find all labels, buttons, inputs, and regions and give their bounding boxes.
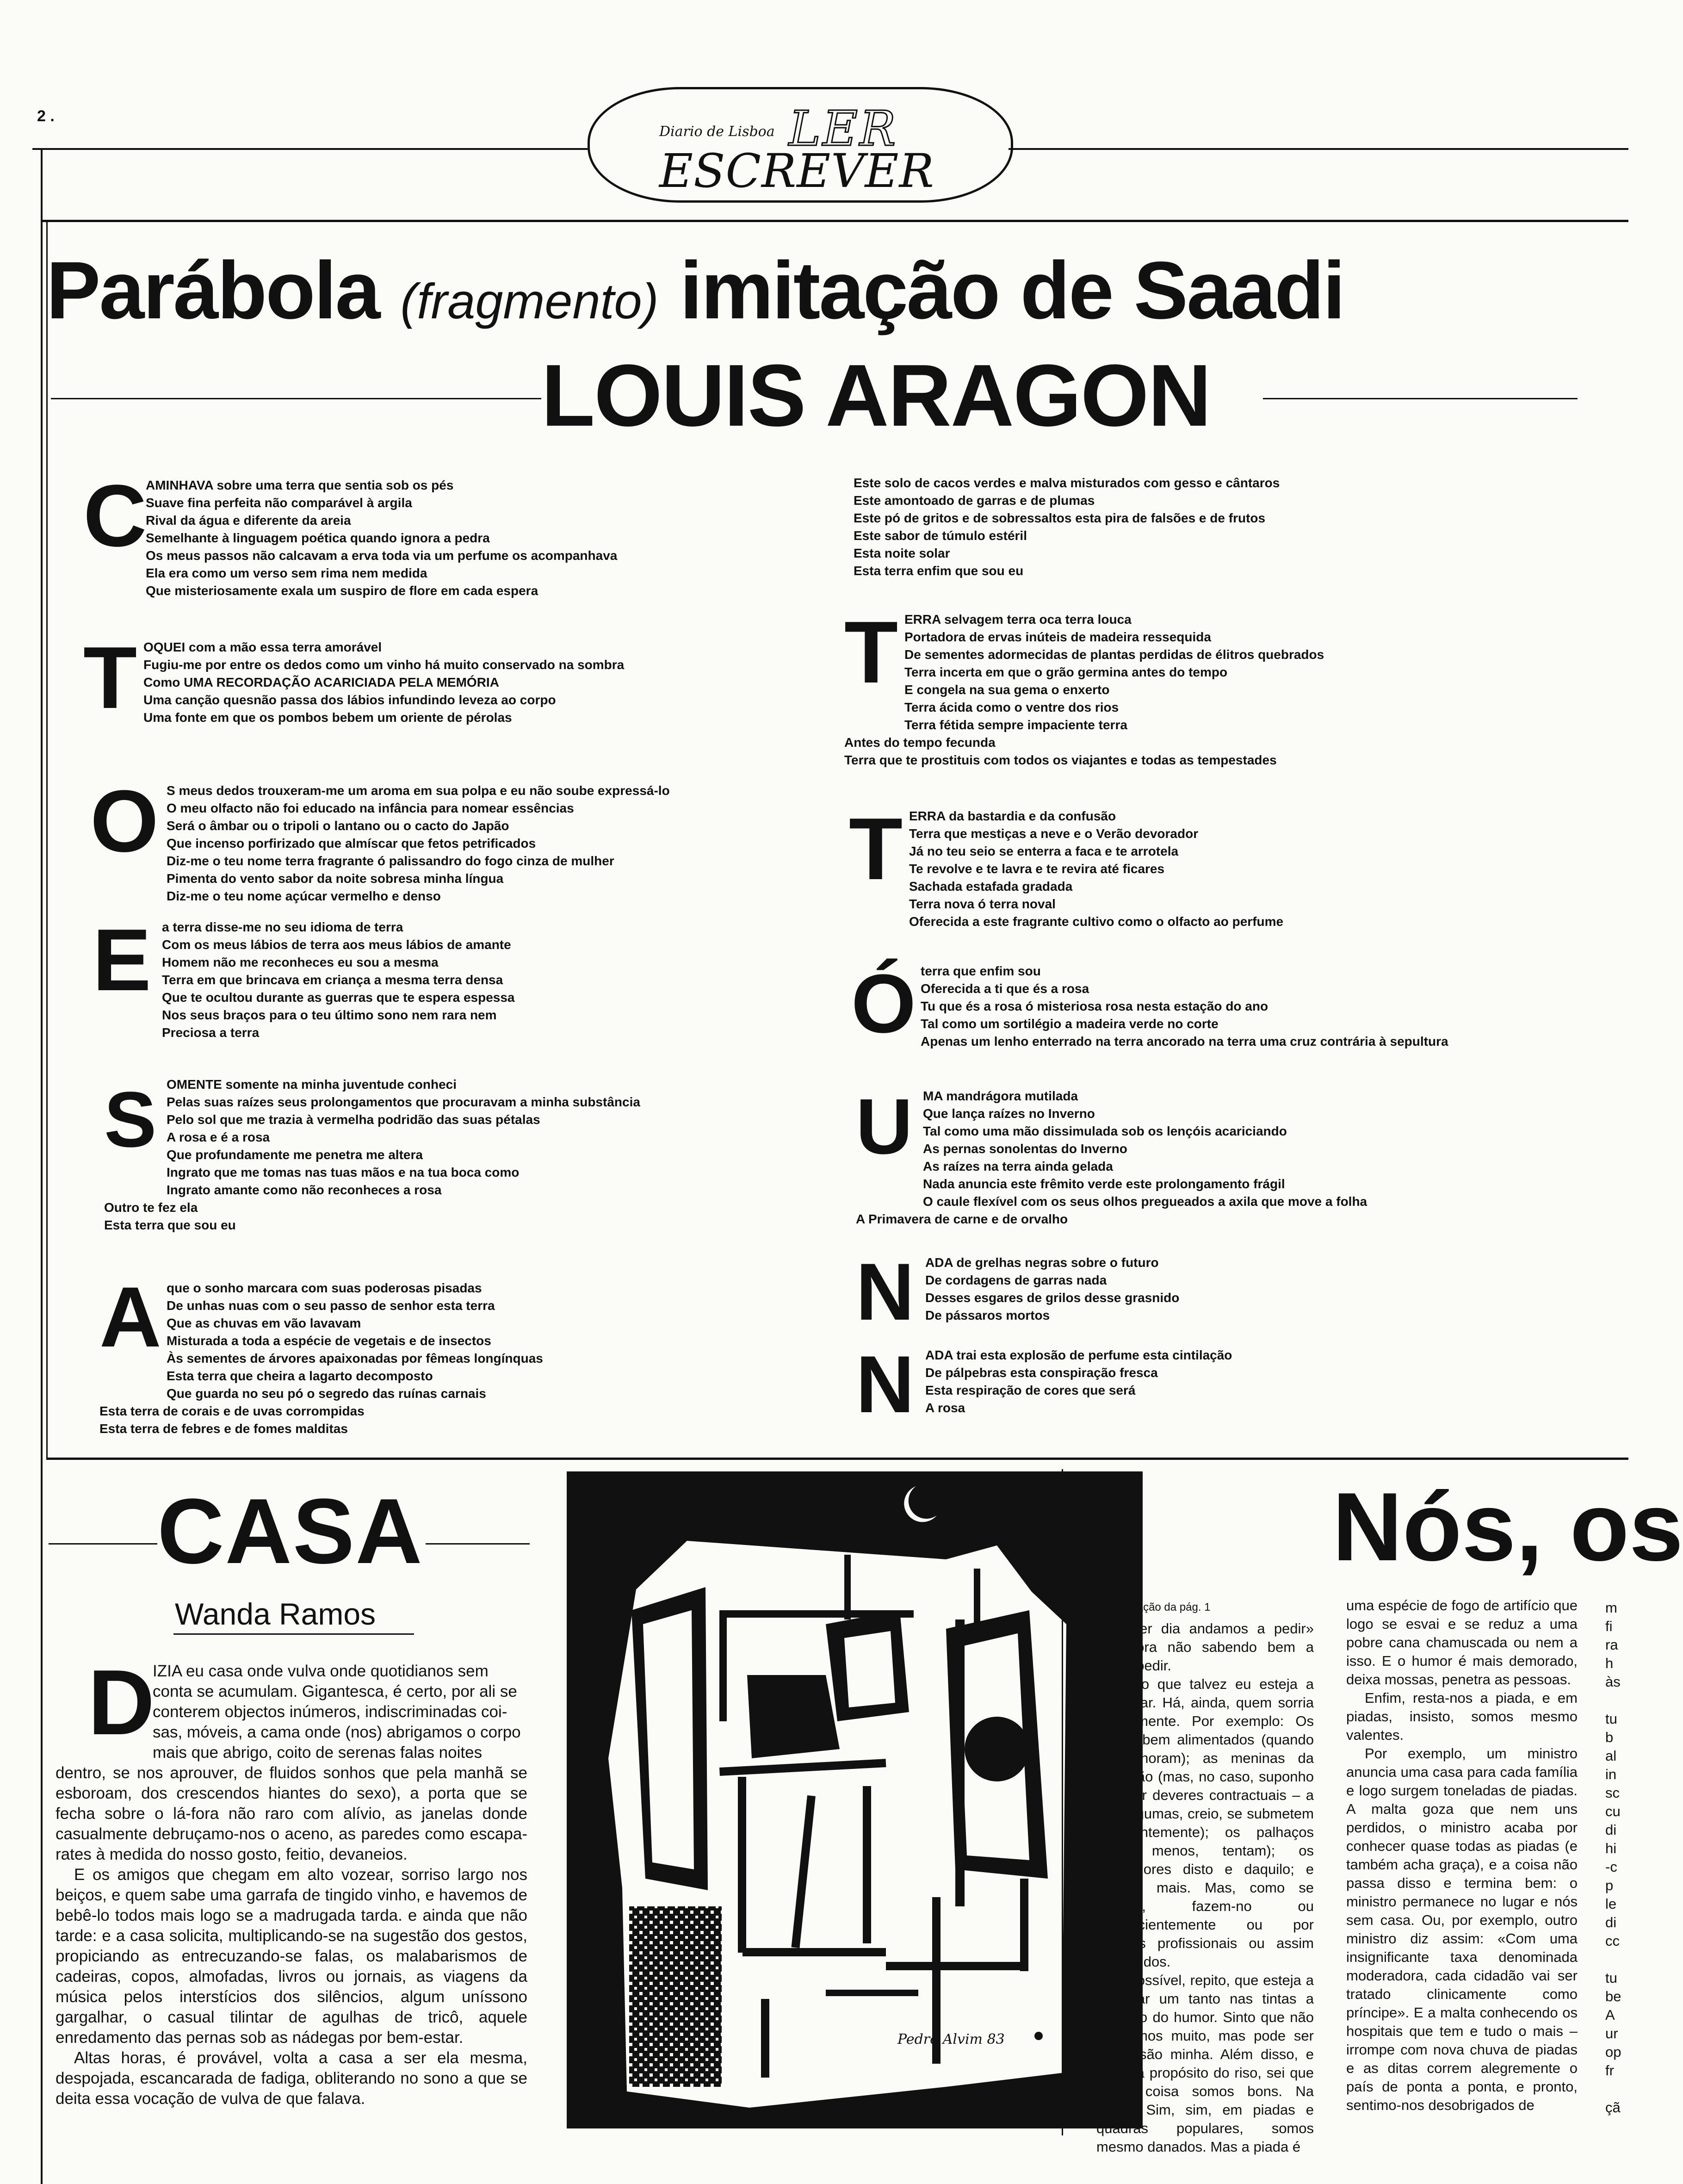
nos-paragraph: Por exemplo, um ministro anuncia uma casa para cada família e logo surgem toneladas de piadas. A malta goza que nem uns perdidos, o ministro acaba por conhecer quase todas as piadas (e também acha graça), e a coisa não passa disso e termina bem: o ministro permanece no lugar e nós sem casa. Ou, por exemplo, outro ministro diz assim: «Com uma insignificante taxa denominada moderadora, cada cidadão vai ser tratado clinicamente como príncipe». E a malta conhecendo os hospitais que tem e tudo o mais – irrompe com nova chuva de piadas e as ditas correm alegremente o país de ponta a ponta, e pronto, sentimo-nos desobrigados de (1346, 1745, 1578, 2113)
edge-fragment: b (1605, 1729, 1614, 1745)
edge-fragment: às (1605, 1674, 1621, 1690)
edge-fragment: tu (1605, 1970, 1617, 1986)
poem-line: Portadora de ervas inúteis de madeira ressequida (904, 630, 1211, 644)
edge-fragment: tu (1605, 1711, 1617, 1727)
casa-line: IZIA eu casa onde vulva onde quotidianos sem (153, 1662, 489, 1680)
stanza-lines (925, 1346, 1232, 1417)
stanza-lines (854, 474, 1280, 580)
poem-inner-left-rule (46, 220, 48, 1460)
poem-line: Terra incerta em que o grão germina antes do tempo (904, 665, 1228, 679)
poem-line: Pelo sol que me trazia à vermelha podridão das suas pétalas (167, 1112, 540, 1127)
poem-line: Com os meus lábios de terra aos meus lábios de amante (162, 937, 511, 952)
poem-line: Este amontoado de garras e de plumas (854, 493, 1095, 508)
continuation-note: Continuação da pág. 1 (1099, 1601, 1211, 1613)
poem-line: Os meus passos não calcavam a erva toda via um perfume os acompanhava (146, 548, 618, 563)
casa-rule-left (49, 1543, 157, 1545)
casa-line: mais que abrigo, coito de serenas falas noites (153, 1743, 483, 1762)
casa-line: sas, móveis, a cama onde (nos) abrigamos o corpo (153, 1723, 521, 1741)
poem-line: MA mandrágora mutilada (923, 1089, 1078, 1103)
casa-rule-right (426, 1543, 530, 1545)
poem-line: Esta terra que sou eu (104, 1218, 236, 1232)
poem-bottom-rule (46, 1458, 1628, 1460)
nos-title: Nós, os (1332, 1472, 1683, 1581)
poem-line: Como UMA RECORDAÇÃO ACARICIADA PELA MEMÓRIA (143, 675, 499, 689)
poem-line: Oferecida a este fragrante cultivo como o olfacto ao perfume (909, 914, 1284, 929)
poem-line: Misturada a toda a espécie de vegetais e de insectos (167, 1334, 491, 1348)
drop-cap: N (856, 1340, 915, 1430)
poem-line: Terra fétida sempre impaciente terra (904, 718, 1127, 732)
poem-line: Terra nova ó terra noval (909, 897, 1056, 911)
woodcut-illustration (567, 1471, 1143, 2128)
poem-line: Pelas suas raízes seus prolongamentos que procuravam a minha substância (167, 1095, 640, 1109)
stanza-lines (143, 639, 624, 726)
edge-fragment: hi (1605, 1840, 1617, 1856)
poem-line: O caule flexível com os seus olhos pregueados a axila que move a folha (923, 1194, 1367, 1209)
edge-fragment: in (1605, 1766, 1617, 1782)
headline-rest: imitação de Saadi (680, 245, 1344, 336)
poem-line: As raízes na terra ainda gelada (923, 1159, 1113, 1173)
stanza-lines (925, 1254, 1179, 1324)
poem-line: De pássaros mortos (925, 1308, 1050, 1322)
nos-paragraph: É possível, repito, que esteja a carregar um tanto nas tintas a respeito do humor. Sinto que não o usamos muito, mas pode ser impressão minha. Além disso, e ainda a propósito do riso, sei que numa coisa somos bons. Na piada. Sim, sim, em piadas e quadras populares, somos mesmo danados. Mas a piada é (1096, 1972, 1314, 2155)
poem-line: Terra em que brincava em criança a mesma terra densa (162, 973, 503, 987)
page-number: 2 . (37, 107, 55, 125)
casa-line: conta se acumulam. Gigantesca, é certo, por ali se (153, 1682, 517, 1700)
casa-body (56, 1763, 527, 2109)
poem-line: Este sabor de túmulo estéril (854, 528, 1027, 543)
poem-line: a terra disse-me no seu idioma de terra (162, 920, 403, 934)
poem-line: Outro te fez ela (104, 1200, 198, 1215)
poem-line: Preciosa a terra (162, 1025, 260, 1040)
poem-line: Às sementes de árvores apaixonadas por fêmeas longínquas (167, 1351, 543, 1365)
edge-fragment: al (1605, 1748, 1617, 1764)
frame-left-rule (41, 148, 43, 2184)
headline-main: Parábola (46, 245, 379, 336)
drop-cap: N (856, 1247, 915, 1337)
poem-line: Terra que mestiças a neve e o Verão devorador (909, 826, 1199, 841)
edge-fragment: be (1605, 1988, 1621, 2004)
stanza-lines (844, 611, 1324, 769)
poem-line: As pernas sonolentas do Inverno (923, 1142, 1127, 1156)
poem-line: Semelhante à linguagem poética quando ignora a pedra (146, 531, 490, 545)
poem-line: Esta terra que cheira a lagarto decomposto (167, 1369, 433, 1383)
poem-line: OQUEI com a mão essa terra amorável (143, 640, 382, 654)
stanza-lines (146, 477, 617, 600)
masthead-ler: LER (789, 100, 898, 157)
edge-fragment: sc (1605, 1785, 1620, 1801)
top-rule (32, 148, 588, 150)
edge-fragment: ra (1605, 1637, 1618, 1653)
nos-paragraph: uma espécie de fogo de artifício que logo se esvai e se reduz a uma pobre cana chamuscada ou nem a isso. E o humor é mais demorado, deixa mossas, penetra as pessoas. (1346, 1597, 1578, 1688)
poem-line: Apenas um lenho enterrado na terra ancorado na terra uma cruz contrária à sepultura (921, 1034, 1448, 1049)
edge-fragment: p (1605, 1877, 1614, 1893)
poem-line: Este pó de gritos e de sobressaltos esta pira de falsões e de frutos (854, 511, 1266, 525)
edge-fragment (1605, 2080, 1628, 2098)
poem-line: Já no teu seio se enterra a faca e te arrotela (909, 844, 1179, 858)
poem-line: De sementes adormecidas de plantas perdidas de élitros quebrados (904, 647, 1324, 662)
poem-line: Ingrato amante como não reconheces a rosa (167, 1183, 442, 1197)
poem-line: Fugiu-me por entre os dedos como um vinho há muito conservado na sombra (143, 658, 625, 672)
drop-cap: T (844, 603, 898, 701)
edge-fragment (1605, 1950, 1628, 1969)
poem-line: Desses esgares de grilos desse grasnido (925, 1291, 1180, 1305)
edge-fragment: -c (1605, 1859, 1617, 1875)
poem-line: Tal como uma mão dissimulada sob os lençóis acariciando (923, 1124, 1287, 1138)
poem-line: S meus dedos trouxeram-me um aroma em sua polpa e eu não soube expressá-lo (167, 783, 670, 798)
edge-fragment: m (1605, 1600, 1617, 1616)
edge-fragment: çã (1605, 2099, 1621, 2116)
poem-line: Pimenta do vento sabor da noite sobresa minha língua (167, 871, 504, 886)
poem-line: ERRA selvagem terra oca terra louca (904, 612, 1132, 627)
nos-column-3-fragment (1605, 1599, 1628, 2117)
poem-line: O meu olfacto não foi educado na infância para nomear essências (167, 801, 574, 815)
stanza-lines (162, 918, 515, 1042)
poem-line: Tal como um sortilégio a madeira verde no corte (921, 1017, 1219, 1031)
edge-fragment: di (1605, 1822, 1617, 1838)
poem-line: Que te ocultou durante as guerras que te espera espessa (162, 990, 515, 1005)
poem-line: Diz-me o teu nome terra fragrante ó palissandro do fogo cinza de mulher (167, 854, 614, 868)
poem-line: E congela na sua gema o enxerto (904, 682, 1110, 697)
casa-paragraph: E os amigos que chegam em alto vozear, sorriso largo nos beiços, e quem sabe uma garrafa de tingido vinho, e havemos de bebê-lo todos mais logo se a madrugada tarda. e ainda que não tarde: e a casa solicita, multiplicando-se na sugestão dos gestos, propiciando as entrecuzando-se falas, os malabarismos de cadeiras, copos, almofadas, livros ou jornais, as viagens da música pelos interstícios dos silêncios, algum uníssono gargalhar, o casual tilintar de agulhas de tricô, aquele enredamento das pernas sob as nádegas por bem-estar. (56, 1866, 527, 2047)
poem-line: AMINHAVA sobre uma terra que sentia sob os pés (146, 478, 454, 492)
poem-line: terra que enfim sou (921, 964, 1041, 978)
drop-cap: U (856, 1083, 913, 1171)
edge-fragment: fi (1605, 1618, 1613, 1634)
edge-fragment: di (1605, 1914, 1617, 1930)
poem-line: Terra que te prostituis com todos os viajantes e todas as tempestades (844, 753, 1277, 767)
edge-fragment: op (1605, 2044, 1621, 2060)
poem-line: Rival da água e diferente da areia (146, 513, 351, 527)
poem-line: Tu que és a rosa ó misteriosa rosa nesta estação do ano (921, 999, 1268, 1013)
drop-cap: S (104, 1076, 157, 1164)
edge-fragment: ur (1605, 2025, 1618, 2041)
poem-line: Que incenso porfirizado que almíscar que fetos petrificados (167, 836, 536, 850)
poem-line: que o sonho marcara com suas poderosas pisadas (167, 1281, 482, 1295)
stanza-lines (167, 782, 670, 905)
woodcut-graphic (567, 1471, 1143, 2128)
poem-headline (46, 245, 1344, 336)
poem-line: ERRA da bastardia e da confusão (909, 809, 1116, 823)
casa-paragraph: dentro, se nos aprouver, de fluidos sonhos que pela manhã se esboroam, dos crescendos hiantes do sexo), a porta que se fecha sobre o lá-fora não raro com alívio, as janelas donde casualmente debruçamo-nos o aceno, as paredes como escapa-rates à medida do nosso gosto, feitio, devaneios. (56, 1764, 527, 1863)
drop-cap: E (93, 911, 151, 1009)
poem-line: Que guarda no seu pó o segredo das ruínas carnais (167, 1386, 486, 1401)
masthead-logo (588, 87, 1013, 203)
casa-line: conterem objectos inúmeros, indiscriminadas coi- (153, 1703, 507, 1721)
edge-fragment: fr (1605, 2062, 1614, 2079)
poem-line: Uma canção quesnão passa dos lábios infundindo leveza ao corpo (143, 693, 556, 707)
poem-line: ADA de grelhas negras sobre o futuro (925, 1255, 1159, 1270)
poem-line: Ingrato que me tomas nas tuas mãos e na tua boca como (167, 1165, 520, 1179)
poem-line: Nos seus braços para o teu último sono nem rara nem (162, 1008, 497, 1022)
casa-paragraph: Altas horas, é provável, volta a casa a ser ela mesma, despojada, escancarada de fadiga, obliterando no sono a que se deita essa vocação de vulva de que falava. (56, 2049, 527, 2108)
nos-column-1 (1096, 1619, 1314, 2156)
nos-paragraph: qualquer dia andamos a pedir» ...embora não sabendo bem a quem pedir. (1096, 1620, 1314, 1674)
poem-line: Esta terra de febres e de fomes malditas (99, 1421, 348, 1436)
nos-paragraph: Claro que talvez eu esteja a exagerar. Há, ainda, quem sorria francamente. Por exemplo: Os bebés bem alimentados (quando não choram); as meninas da televisão (mas, no caso, suponho que por deveres contractuais – a que algumas, creio, se submetem sorridentemente); os palhaços (pelo menos, tentam); os vendedores disto e daquilo; e poucos mais. Mas, como se verifica, fazem-no ou inconscientemente ou por motivos profissionais ou assim entendidos. (1096, 1676, 1314, 1970)
poem-line: Sachada estafada gradada (909, 879, 1073, 893)
poem-line: Suave fina perfeita não comparável à argila (146, 496, 412, 510)
stanza-lines (856, 1087, 1367, 1228)
drop-cap: O (90, 772, 159, 870)
stanza-lines (99, 1279, 543, 1438)
poem-line: Uma fonte em que os pombos bebem um oriente de pérolas (143, 710, 512, 725)
casa-first-lines (153, 1661, 527, 1763)
poem-line: Será o âmbar ou o tripoli o lantano ou o cacto do Japão (167, 819, 509, 833)
stanza-lines (104, 1076, 640, 1234)
headline-subtitle: (fragmento) (400, 273, 659, 329)
nos-paragraph: Enfim, resta-nos a piada, e em piadas, insisto, somos mesmo valentes. (1346, 1690, 1578, 1743)
poem-line: OMENTE somente na minha juventude conheci (167, 1077, 457, 1092)
top-rule-right (1009, 148, 1628, 150)
stanza-lines (909, 807, 1283, 931)
poem-line: A rosa (925, 1401, 965, 1415)
poem-line: Oferecida a ti que és a rosa (921, 981, 1089, 996)
poem-line: Te revolve e te lavra e te revira até ficares (909, 862, 1165, 876)
casa-author: Wanda Ramos (175, 1597, 376, 1631)
edge-fragment (1605, 1691, 1628, 1710)
casa-author-underline (173, 1633, 414, 1635)
edge-fragment: cc (1605, 1933, 1620, 1949)
drop-cap: C (83, 467, 147, 565)
poem-line: Este solo de cacos verdes e malva misturados com gesso e cântaros (854, 476, 1280, 490)
stanza-lines (921, 962, 1448, 1050)
column-divider (1062, 1469, 1063, 2135)
poem-top-rule (42, 220, 1628, 222)
poem-line: Terra ácida como o ventre dos rios (904, 700, 1119, 714)
poem-line: Diz-me o teu nome açúcar vermelho e denso (167, 889, 441, 903)
edge-fragment: A (1605, 2007, 1615, 2023)
drop-cap: T (849, 800, 903, 898)
nos-column-2 (1346, 1596, 1578, 2115)
drop-cap: T (83, 629, 137, 727)
poem-line: Que lança raízes no Inverno (923, 1106, 1095, 1121)
edge-fragment: h (1605, 1655, 1614, 1671)
poem-line: A rosa e é a rosa (167, 1130, 270, 1144)
drop-cap: Ó (851, 957, 916, 1050)
poem-line: Esta respiração de cores que será (925, 1383, 1136, 1397)
poem-line: ADA trai esta explosão de perfume esta cintilação (925, 1348, 1232, 1362)
poem-line: Esta terra enfim que sou eu (854, 564, 1024, 578)
edge-fragment: cu (1605, 1803, 1621, 1819)
author-rule-left (51, 398, 541, 399)
masthead-escrever: ESCREVER (659, 144, 934, 198)
poem-line: De cordagens de garras nada (925, 1273, 1107, 1287)
poem-line: Esta noite solar (854, 546, 950, 560)
poem-line: Que as chuvas em vão lavavam (167, 1316, 361, 1330)
edge-fragment: le (1605, 1896, 1617, 1912)
casa-drop-cap: D (88, 1651, 155, 1754)
poem-line: Nada anuncia este frêmito verde este prolongamento frágil (923, 1177, 1285, 1191)
author-rule-right (1263, 398, 1578, 399)
artwork-signature: Pedro Alvim 83 (897, 2031, 1005, 2048)
drop-cap: A (99, 1270, 161, 1365)
poem-line: Ela era como um verso sem rima nem medida (146, 566, 427, 580)
casa-title: CASA (157, 1480, 423, 1583)
poem-line: A Primavera de carne e de orvalho (856, 1212, 1068, 1226)
poem-line: Esta terra de corais e de uvas corrompidas (99, 1404, 365, 1418)
poem-line: De unhas nuas com o seu passo de senhor esta terra (167, 1298, 495, 1313)
poem-line: De pálpebras esta conspiração fresca (925, 1365, 1158, 1380)
poem-line: Antes do tempo fecunda (844, 735, 996, 750)
poem-line: Homem não me reconheces eu sou a mesma (162, 955, 439, 969)
poem-line: Que profundamente me penetra me altera (167, 1148, 423, 1162)
masthead-publisher: Diario de Lisboa (659, 124, 775, 140)
poem-author: LOUIS ARAGON (541, 347, 1211, 445)
poem-line: Que misteriosamente exala um suspiro de flore em cada espera (146, 583, 538, 598)
